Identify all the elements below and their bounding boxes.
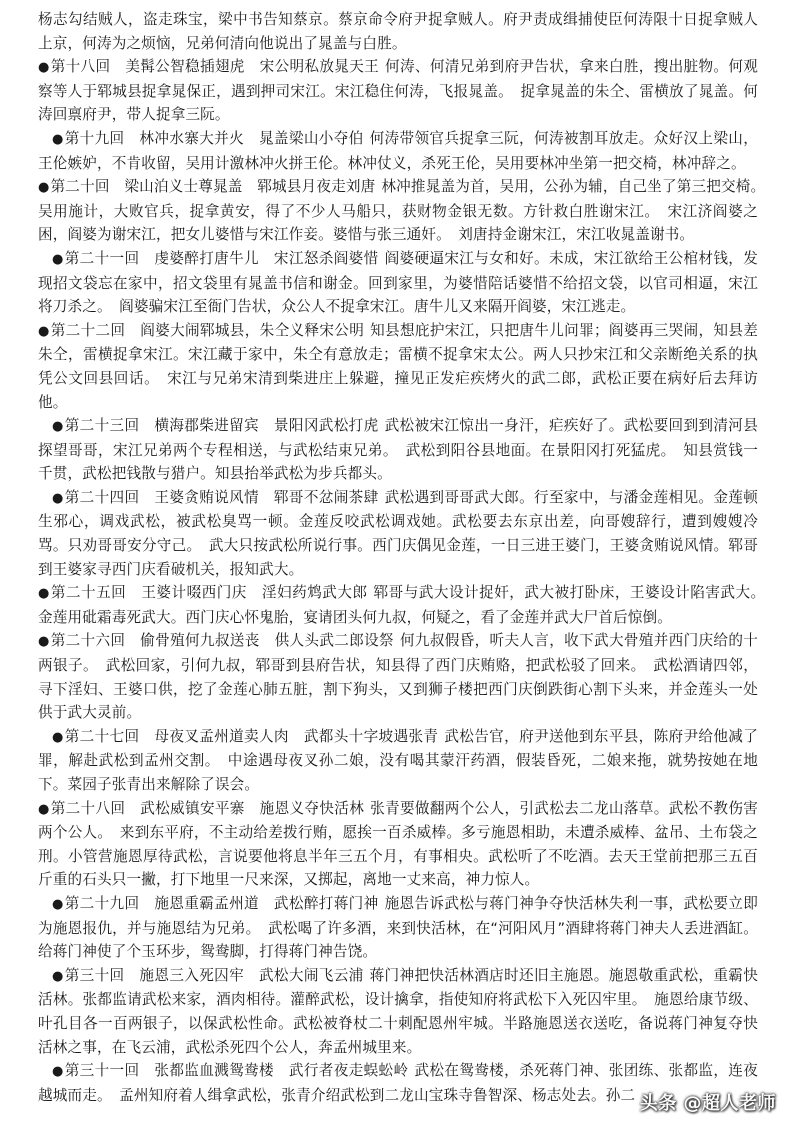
chapter-paragraph <box>38 581 773 629</box>
bullet-icon: ● <box>52 251 64 267</box>
chapter-paragraph <box>38 964 758 1059</box>
bullet-icon: ● <box>52 419 64 435</box>
chapter-summary: 张青要做翻两个公人，引武松去二龙山落草。武松不教伤害两个公人。 来到东平府，不主动给差拨行贿，愿挨一百杀威棒。多亏施恩相助，未遭杀威棒、盆吊、土布袋之刑。小管营施恩厚待武松，言说要他将息半年三五个月，有事相央。武松听了不吃酒。去天王堂前把那三五百斤重的石头只一撇，打下地里一尺来深，又掷起，离地一丈来高，神力惊人。 <box>38 799 759 889</box>
chapter-paragraph <box>38 127 758 175</box>
chapter-summary: 郓哥与武大设计捉奸，武大被打卧床，王婆设计陷害武大。 金莲用砒霜毒死武大。西门庆心怀鬼胎，宴请团头何九叔，何疑之，看了金莲并武大尸首后惊倒。 <box>38 584 773 626</box>
chapter-title: 第三十一回 张都监血溅鸳鸯楼 武行者夜走蜈蚣岭 <box>64 1062 409 1080</box>
chapter-paragraph <box>38 892 758 964</box>
chapter-title: 第二十三回 横海郡柴进留宾 景阳冈武松打虎 <box>64 417 379 435</box>
chapter-title: 第三十回 施恩三入死囚牢 武松大闹飞云浦 <box>64 966 364 984</box>
chapter-summary: 武松被宋江惊出一身汗，疟疾好了。武松要回到到清河县探望哥哥，宋江兄弟两个专程相送，与武松结束兄弟。 武松到阳谷县地面。在景阳冈打死猛虎。 知县赏钱一千贯，武松把钱散与猎户。知县抬举武松为步兵都头。 <box>38 417 758 483</box>
chapter-paragraph <box>38 414 758 486</box>
bullet-icon: ● <box>52 490 64 506</box>
chapter-summary: 知县想庇护宋江，只把唐牛儿问罪；阎婆再三哭闹，知县差朱仝，雷横捉拿宋江。宋江藏于家中，朱仝有意放走；雷横不捉拿宋太公。两人只抄宋江和父亲断绝关系的执凭公文回县回话。 宋江与兄弟宋清到柴进庄上躲避，撞见正发疟疾烤火的武二郎，武松正要在病好后去拜访他。 <box>38 321 759 411</box>
bullet-icon: ● <box>52 968 64 984</box>
bullet-icon: ● <box>52 1064 64 1080</box>
chapter-paragraph <box>38 486 758 581</box>
chapter-paragraph <box>38 175 773 247</box>
chapter-title: 第二十八回 武松威镇安平寨 施恩义夺快活林 <box>50 799 365 817</box>
chapter-title: 第二十四回 王婆贪贿说风情 郓哥不忿闹茶肆 <box>64 488 379 506</box>
watermark: 头条 @超人老师 <box>639 1093 776 1114</box>
chapter-title: 第二十六回 偷骨殖何九叔送丧 供人头武二郎设祭 <box>50 632 394 650</box>
document-page <box>38 8 773 1107</box>
bullet-icon: ● <box>52 729 64 745</box>
bullet-icon: ● <box>52 131 64 147</box>
bullet-icon: ● <box>38 801 50 817</box>
chapter-paragraph <box>38 629 758 724</box>
bullet-icon: ● <box>38 323 50 339</box>
chapter-summary: 武松在鸳鸯楼，杀死蒋门神、张团练、张都监，连夜越城而走。 孟州知府着人缉拿武松，张青介绍武松到二龙山宝珠寺鲁智深、杨志处去。孙二 <box>38 1062 759 1104</box>
chapter-title: 第二十二回 阎婆大闹郓城县，朱仝义释宋公明 <box>50 321 365 339</box>
chapter-paragraph <box>38 725 758 797</box>
chapter-title: 第二十回 梁山泊义士尊晁盖 郓城县月夜走刘唐 <box>50 178 376 196</box>
chapter-paragraph <box>38 319 758 414</box>
bullet-icon: ● <box>52 896 64 912</box>
bullet-icon: ● <box>38 634 50 650</box>
chapter-paragraph <box>38 797 758 892</box>
chapter-paragraph <box>38 55 758 127</box>
chapter-summary: 何涛带领官兵捉拿三阮，何涛被割耳放走。众好汉上梁山，王伦嫉妒，不肯收留，吴用计激林冲火拼王伦。林冲仗义，杀死王伦，吴用要林冲坐第一把交椅，林冲辞之。 <box>38 129 758 172</box>
intro-paragraph: 杨志勾结贼人，盗走珠宝，梁中书告知蔡京。蔡京命令府尹捉拿贼人。府尹责成缉捕使臣何涛限十日捉拿贼人上京，何涛为之烦恼，兄弟何清向他说出了晁盖与白胜。 <box>38 11 758 52</box>
bullet-icon: ● <box>38 60 50 76</box>
bullet-icon: ● <box>38 586 50 602</box>
chapter-summary: 施恩告诉武松与蒋门神争夺快活林失利一事，武松要立即为施恩报仇，并与施恩结为兄弟。 武松喝了许多酒，来到快活林，在“河阳风月”酒肆将蒋门神夫人丢进酒缸。给蒋门神使了个玉环步，鸳鸯脚，打得蒋门神告饶。 <box>38 894 758 961</box>
chapter-paragraph <box>38 247 758 319</box>
chapter-summary: 阎婆硬逼宋江与女和好。未成，宋江欲给王公棺材钱，发现招文袋忘在家中，招文袋里有晁盖书信和谢金。回到家里，为婆惜陪话婆惜不给招文袋，以官司相逼，宋江将刀杀之。 阎婆骗宋江至衙门告状，众公人不捉拿宋江。唐牛儿又来隔开阎婆，宋江逃走。 <box>38 249 758 316</box>
chapter-title: 第二十五回 王婆计啜西门庆 淫妇药鸩武大郎 <box>50 584 368 602</box>
chapter-summary: 武松遇到哥哥武大郎。行至家中，与潘金莲相见。金莲顿生邪心，调戏武松，被武松臭骂一顿。金莲反咬武松调戏她。武松要去东京出差，向哥嫂辞行，遭到嫂嫂冷骂。只劝哥哥安分守己。 武大只按武松所说行事。西门庆偶见金莲，一日三进王婆门，王婆贪贿说风情。郓哥到王婆家寻西门庆看破机关，报知武大。 <box>38 488 758 578</box>
chapter-summary: 林冲推晁盖为首，吴用，公孙为辅，自己坐了第三把交椅。 吴用施计，大败官兵，捉拿黄安，得了不少人马船只，获财物金银无数。方针救白胜谢宋江。 宋江济阎婆之困，阎婆为谢宋江，把女儿婆惜与宋江作妾。婆惜与张三通奸。 刘唐持金谢宋江，宋江收晁盖谢书。 <box>38 178 773 244</box>
chapter-title: 第二十九回 施恩重霸孟州道 武松醉打蒋门神 <box>64 894 379 912</box>
chapter-title: 第二十一回 虔婆醉打唐牛儿 宋江怒杀阎婆惜 <box>64 249 379 267</box>
chapter-title: 第十九回 林冲水寨大并火 晁盖梁山小夺伯 <box>64 129 364 147</box>
bullet-icon: ● <box>38 180 50 196</box>
chapter-title: 第十八回 美髯公智稳插翅虎 宋公明私放晁天王 <box>50 58 380 76</box>
chapter-summary: 何涛、何清兄弟到府尹告状，拿来白胜，搜出脏物。何观察等人于郓城县捉拿晁保正，遇到押司宋江。宋江稳住何涛，飞报晁盖。 捉拿晁盖的朱仝、雷横放了晁盖。何涛回禀府尹，带人捉拿三阮。 <box>38 58 758 124</box>
chapter-summary: 蒋门神把快活林酒店时还旧主施恩。施恩敬重武松，重霸快活林。张都监请武松来家，酒肉相待。灌醉武松，设计擒拿，指使知府将武松下入死囚牢里。 施恩给康节级、叶孔目各一百两银子，以保武松性命。武松被脊杖二十刺配恩州牢城。半路施恩送衣送吃，备说蒋门神复夺快活林之事，在飞云浦，武松杀死四个公人，奔孟州城里来。 <box>38 966 758 1056</box>
chapter-title: 第二十七回 母夜叉孟州道卖人肉 武都头十字坡遇张青 <box>64 727 439 745</box>
chapter-summary: 武松告官，府尹送他到东平县，陈府尹给他减了罪，解赴武松到孟州交割。 中途遇母夜叉孙二娘，没有喝其蒙汗药酒，假装昏死，二娘来拖，就势按她在地下。菜园子张青出来解除了误会。 <box>38 727 758 793</box>
chapter-summary: 何九叔假昏，听夫人言，收下武大骨殖并西门庆给的十两银子。 武松回家，引何九叔，郓哥到县府告状，知县得了西门庆贿赂，把武松驳了回来。 武松酒请四邻，寻下淫妇、王婆口供，挖了金莲心肺五脏，割下狗头，又到狮子楼把西门庆倒跌街心割下头来，并金莲头一处供于武大灵前。 <box>38 632 759 722</box>
